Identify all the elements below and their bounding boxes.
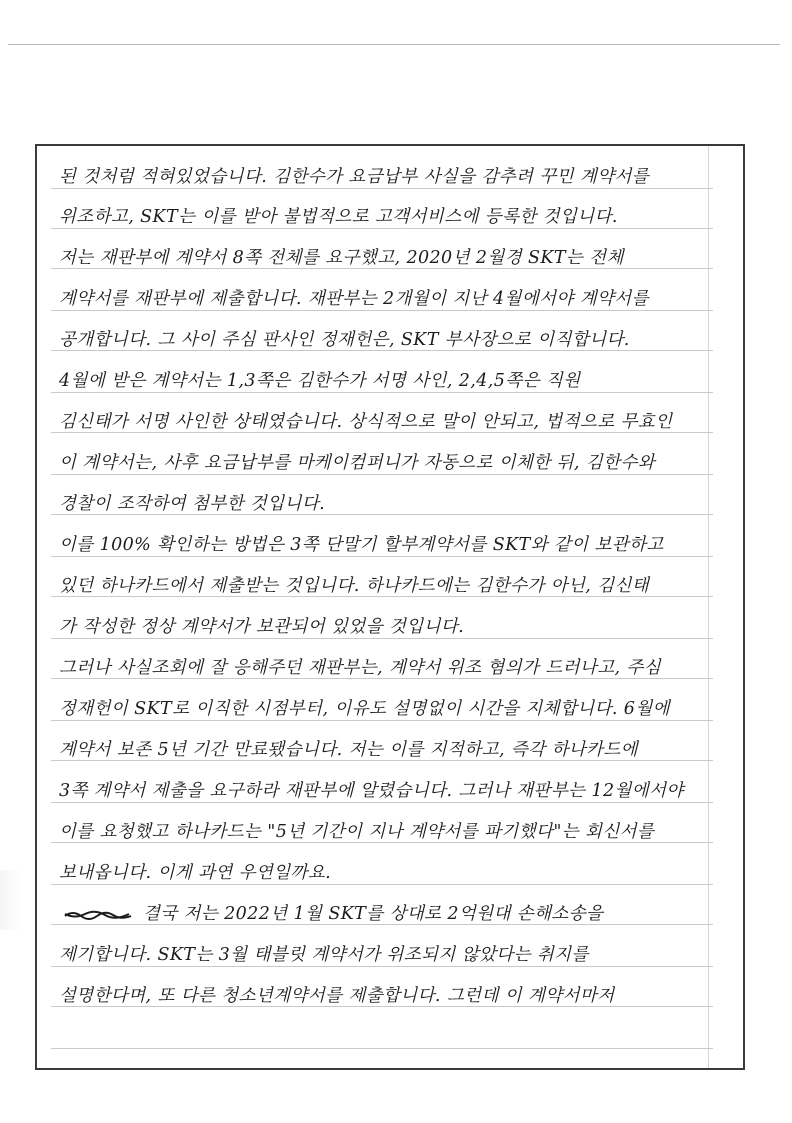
handwritten-line: 정재헌이 SKT로 이직한 시점부터, 이유도 설명없이 시간을 지체합니다. 6월에 <box>59 699 670 719</box>
ruled-line <box>51 310 713 311</box>
scan-edge-line <box>8 44 780 45</box>
ruled-line <box>51 884 713 885</box>
handwritten-line: 계약서 보존 5년 기간 만료됐습니다. 저는 이를 지적하고, 즉각 하나카드에 <box>59 740 638 760</box>
paper-fold-shadow <box>0 870 22 930</box>
ruled-line <box>51 392 713 393</box>
ruled-line <box>51 556 713 557</box>
ruled-line <box>51 188 713 189</box>
handwritten-letter-page <box>35 144 745 1070</box>
handwritten-line: 가 작성한 정상 계약서가 보관되어 있었을 것입니다. <box>59 617 465 637</box>
handwritten-text: 결국 저는 2022년 1월 SKT를 상대로 2억원대 손해소송을 <box>142 904 604 924</box>
handwritten-line: 3쪽 계약서 제출을 요구하라 재판부에 알렸습니다. 그러나 재판부는 12월에서야 <box>59 781 684 801</box>
handwritten-line: 경찰이 조작하여 첨부한 것입니다. <box>59 494 326 514</box>
handwritten-line: 4월에 받은 계약서는 1,3쪽은 김한수가 서명 사인, 2,4,5쪽은 직원 <box>59 371 581 391</box>
handwritten-line: 이 계약서는, 사후 요금납부를 마케이컴퍼니가 자동으로 이체한 뒤, 김한수와 <box>59 453 656 473</box>
handwritten-line: 이를 요청했고 하나카드는 "5년 기간이 지나 계약서를 파기했다"는 회신서를 <box>59 822 655 842</box>
handwritten-line <box>59 903 717 925</box>
crossed-out-scribble <box>63 909 133 921</box>
handwritten-line: 보내옵니다. 이게 과연 우연일까요. <box>59 863 332 883</box>
handwritten-line: 김신태가 서명 사인한 상태였습니다. 상식적으로 말이 안되고, 법적으로 무효인 <box>59 412 673 432</box>
ruled-line <box>51 474 713 475</box>
ruled-line <box>51 802 713 803</box>
handwritten-line: 계약서를 재판부에 제출합니다. 재판부는 2개월이 지난 4월에서야 계약서를 <box>59 289 649 309</box>
handwritten-line: 제기합니다. SKT는 3월 태블릿 계약서가 위조되지 않았다는 취지를 <box>59 945 589 965</box>
ruled-line <box>51 720 713 721</box>
handwritten-line: 이를 100% 확인하는 방법은 3쪽 단말기 할부계약서를 SKT와 같이 보관하고 <box>59 535 664 555</box>
ruled-line <box>51 638 713 639</box>
ruled-line <box>51 228 713 229</box>
handwritten-line: 설명한다며, 또 다른 청소년계약서를 제출합니다. 그런데 이 계약서마저 <box>59 986 615 1006</box>
ruled-line <box>51 1048 713 1049</box>
ruled-line <box>51 966 713 967</box>
right-margin-line <box>708 146 709 1068</box>
handwritten-line: 저는 재판부에 계약서 8쪽 전체를 요구했고, 2020년 2월경 SKT는 전체 <box>59 248 624 268</box>
handwritten-line: 된 것처럼 적혀있었습니다. 김한수가 요금납부 사실을 감추려 꾸민 계약서를 <box>59 167 650 187</box>
handwritten-line: 공개합니다. 그 사이 주심 판사인 정재헌은, SKT 부사장으로 이직합니다. <box>59 330 630 350</box>
handwritten-line: 그러나 사실조회에 잘 응해주던 재판부는, 계약서 위조 혐의가 드러나고, 주심 <box>59 658 662 678</box>
handwritten-line: 위조하고, SKT는 이를 받아 불법적으로 고객서비스에 등록한 것입니다. <box>59 207 618 227</box>
handwritten-line: 있던 하나카드에서 제출받는 것입니다. 하나카드에는 김한수가 아닌, 김신태 <box>59 576 650 596</box>
